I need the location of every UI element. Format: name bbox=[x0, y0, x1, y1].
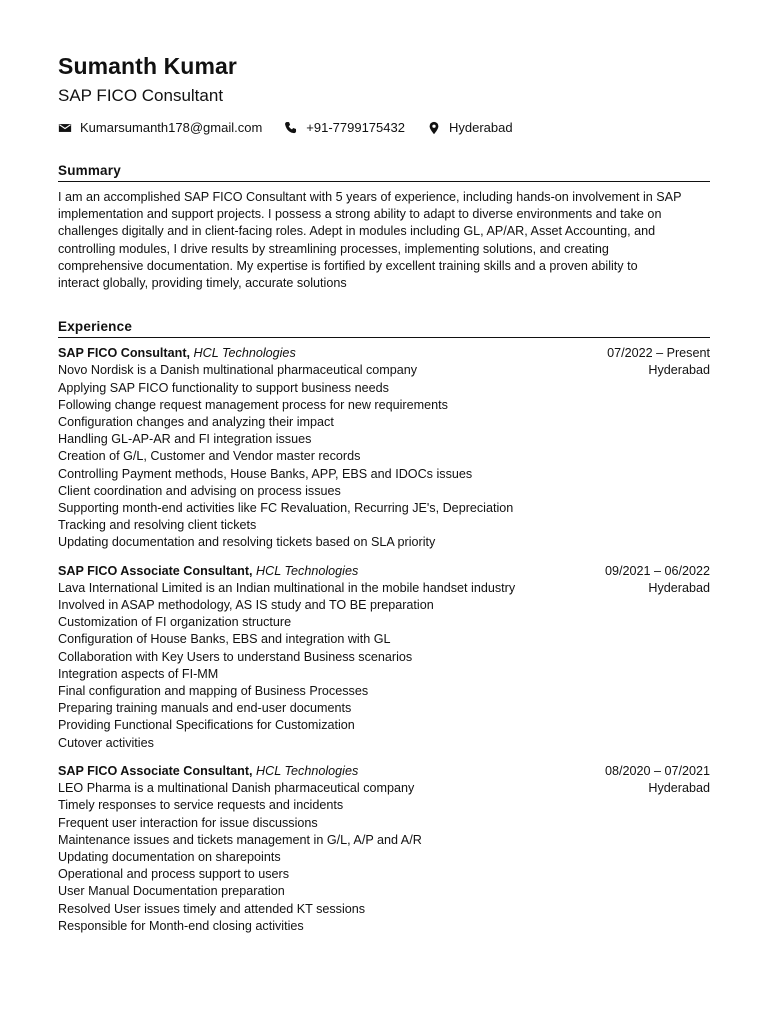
summary-line: controlling modules, I drive results by streamlining processes, implementing solutions, and creating bbox=[58, 241, 609, 256]
job-line: Handling GL-AP-AR and FI integration issues bbox=[58, 432, 312, 447]
job-line: Cutover activities bbox=[58, 735, 154, 750]
summary-line: interact globally, providing timely, accurate solutions bbox=[58, 276, 347, 291]
job-line: User Manual Documentation preparation bbox=[58, 884, 285, 899]
job-line: Lava International Limited is an Indian multinational in the mobile handset industry bbox=[58, 580, 516, 595]
job-location: Hyderabad bbox=[648, 781, 710, 796]
job-line: Timely responses to service requests and incidents bbox=[58, 798, 344, 813]
job-line: Novo Nordisk is a Danish multinational pharmaceutical company bbox=[58, 363, 418, 378]
job-line: Preparing training manuals and end-user documents bbox=[58, 701, 352, 716]
job-line: Resolved User issues timely and attended KT sessions bbox=[58, 901, 366, 916]
job-company: HCL Technologies bbox=[256, 563, 359, 578]
job-entry bbox=[58, 563, 710, 752]
envelope-icon bbox=[58, 121, 72, 135]
job-line: Client coordination and advising on process issues bbox=[58, 483, 341, 498]
job-company: HCL Technologies bbox=[256, 763, 359, 778]
candidate-name: Sumanth Kumar bbox=[58, 53, 237, 79]
job-line: Tracking and resolving client tickets bbox=[58, 518, 257, 533]
job-line: Final configuration and mapping of Business Processes bbox=[58, 684, 369, 699]
summary-line: challenges digitally and in client-facing roles. Adept in modules including GL, AP/AR, Asset Accounting, and bbox=[58, 224, 656, 239]
job-line: Updating documentation on sharepoints bbox=[58, 849, 281, 864]
contact-email[interactable] bbox=[58, 120, 262, 136]
email-text: Kumarsumanth178@gmail.com bbox=[80, 120, 263, 135]
location-text: Hyderabad bbox=[448, 120, 513, 135]
job-entry bbox=[58, 345, 710, 551]
job-line: Collaboration with Key Users to understand Business scenarios bbox=[58, 649, 413, 664]
job-role: SAP FICO Consultant, bbox=[58, 346, 191, 361]
job-line: Configuration of House Banks, EBS and integration with GL bbox=[58, 632, 391, 647]
job-dates: 09/2021 – 06/2022 bbox=[604, 563, 710, 578]
job-location: Hyderabad bbox=[648, 363, 710, 378]
location-pin-icon bbox=[427, 121, 441, 135]
summary-line: implementation and support projects. I possess a strong ability to adapt to diverse environments and take on bbox=[58, 207, 662, 222]
job-line: Customization of FI organization structure bbox=[58, 615, 292, 630]
job-line: Frequent user interaction for issue discussions bbox=[58, 815, 318, 830]
job-line: LEO Pharma is a multinational Danish pharmaceutical company bbox=[58, 781, 415, 796]
phone-text: +91-7799175432 bbox=[306, 120, 405, 135]
job-line: Involved in ASAP methodology, AS IS study and TO BE preparation bbox=[58, 598, 434, 613]
job-line: Operational and process support to users bbox=[58, 867, 290, 882]
job-line: Responsible for Month-end closing activities bbox=[58, 918, 304, 933]
job-line: Configuration changes and analyzing their impact bbox=[58, 415, 334, 430]
contact-phone[interactable] bbox=[284, 120, 405, 136]
job-line: Integration aspects of FI-MM bbox=[58, 666, 219, 681]
contact-row bbox=[58, 120, 710, 136]
job-dates: 07/2022 – Present bbox=[607, 346, 710, 361]
job-line: Controlling Payment methods, House Banks, APP, EBS and IDOCs issues bbox=[58, 466, 473, 481]
experience-section bbox=[58, 319, 710, 935]
job-line: Creation of G/L, Customer and Vendor master records bbox=[58, 449, 361, 464]
job-entry bbox=[58, 763, 710, 935]
section-heading: Summary bbox=[58, 163, 710, 182]
summary-line: comprehensive documentation. My expertise is fortified by excellent training skills and a proven ability to bbox=[58, 258, 638, 273]
job-role: SAP FICO Associate Consultant, bbox=[58, 563, 253, 578]
summary-line: I am an accomplished SAP FICO Consultant with 5 years of experience, including hands-on involvement in SAP bbox=[58, 190, 682, 204]
job-role: SAP FICO Associate Consultant, bbox=[58, 763, 253, 778]
summary-section bbox=[58, 163, 710, 292]
job-header bbox=[58, 345, 710, 362]
job-location: Hyderabad bbox=[648, 580, 710, 595]
phone-icon bbox=[284, 121, 298, 135]
job-line: Supporting month-end activities like FC Revaluation, Recurring JE's, Depreciation bbox=[58, 501, 514, 516]
job-line: Providing Functional Specifications for Customization bbox=[58, 718, 355, 733]
candidate-title: SAP FICO Consultant bbox=[58, 86, 224, 105]
job-company: HCL Technologies bbox=[193, 346, 296, 361]
contact-location bbox=[427, 120, 513, 136]
job-header bbox=[58, 763, 710, 780]
job-line: Applying SAP FICO functionality to support business needs bbox=[58, 380, 389, 395]
job-header bbox=[58, 563, 710, 580]
job-line: Following change request management process for new requirements bbox=[58, 397, 448, 412]
job-line: Updating documentation and resolving tickets based on SLA priority bbox=[58, 535, 436, 550]
summary-text bbox=[58, 189, 710, 292]
job-dates: 08/2020 – 07/2021 bbox=[604, 763, 710, 778]
job-line: Maintenance issues and tickets management in G/L, A/P and A/R bbox=[58, 832, 422, 847]
section-heading: Experience bbox=[58, 319, 710, 338]
